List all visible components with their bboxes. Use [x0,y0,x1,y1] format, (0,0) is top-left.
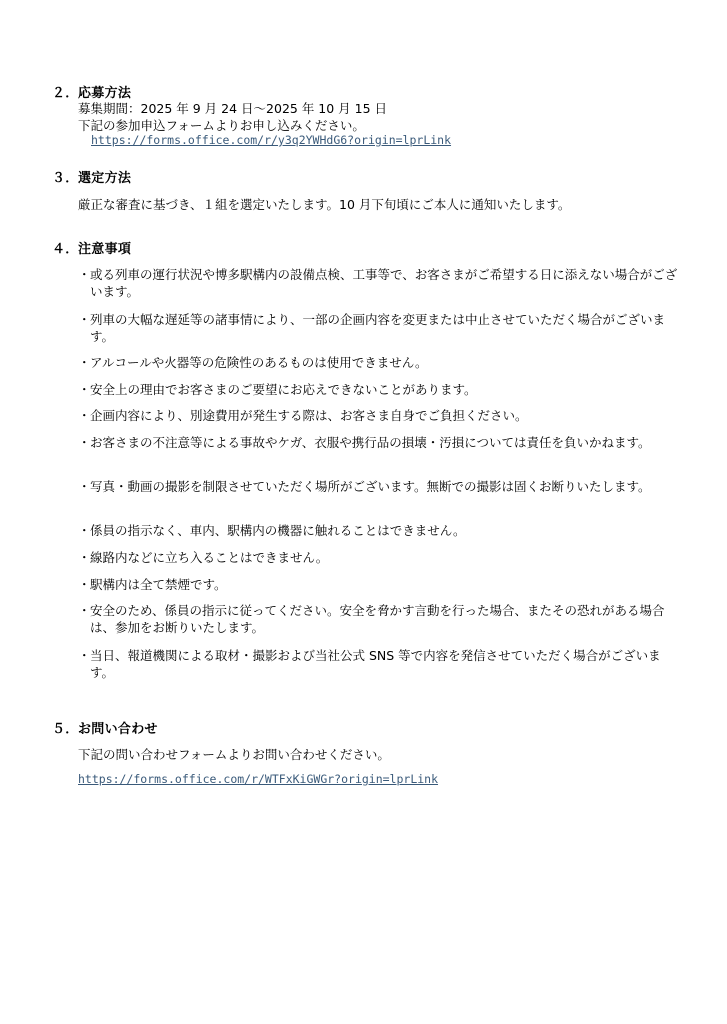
section-title: 選定方法 [78,171,132,186]
notice-text: 安全のため、係員の指示に従ってください。安全を脅かす言動を行った場合、またその恐れがある場合は、参加をお断りいたします。 [90,603,665,635]
notice-text: 駅構内は全て禁煙です。 [90,577,227,592]
section-title: 注意事項 [78,242,132,257]
bullet-mark: ・ [78,648,91,663]
bullet-mark: ・ [78,382,91,397]
notice-item [78,549,678,566]
section-title: お問い合わせ [78,722,158,737]
section-title: 応募方法 [78,86,132,101]
notice-item [78,354,678,371]
notice-text: お客さまの不注意等による事故やケガ、衣服や携行品の損壊・汚損については責任を負いかねます。 [90,435,651,450]
bullet-mark: ・ [78,577,91,592]
notice-item [78,407,678,424]
notice-text: アルコールや火器等の危険性のあるものは使用できません。 [90,355,428,370]
notice-item [78,311,678,345]
bullet-mark: ・ [78,550,91,565]
notice-item [78,478,678,495]
section-3-heading [52,167,131,186]
bullet-mark: ・ [78,408,91,423]
section-number: ３． [52,171,79,186]
bullet-mark: ・ [78,523,91,538]
notice-text: 列車の大幅な遅延等の諸事情により、一部の企画内容を変更または中止させていただく場合がございます。 [90,312,666,344]
notice-text: 安全上の理由でお客さまのご要望にお応えできないことがあります。 [90,382,477,397]
notice-text: 当日、報道機関による取材・撮影および当社公式 SNS 等で内容を発信させていただく場合がございます。 [90,648,661,680]
section-number: ２． [52,86,79,101]
bullet-mark: ・ [78,479,91,494]
contact-form-link[interactable]: https://forms.office.com/r/WTFxKiGWGr?origin=lprLink [78,772,439,786]
section-5-heading [52,718,158,737]
notice-text: 線路内などに立ち入ることはできません。 [90,550,329,565]
notice-text: 写真・動画の撮影を制限させていただく場所がございます。無断での撮影は固くお断りいたします。 [90,479,651,494]
notice-item [78,602,678,636]
contact-instruction: 下記の問い合わせフォームよりお問い合わせください。 [78,747,390,762]
selection-description: 厳正な審査に基づき、１組を選定いたします。10 月下旬頃にご本人に通知いたします。 [78,197,571,212]
bullet-mark: ・ [78,267,91,282]
notice-item [78,381,678,398]
notice-text: 或る列車の運行状況や博多駅構内の設備点検、工事等で、お客さまがご希望する日に添えない場合がございます。 [90,267,678,299]
notice-item [78,266,678,300]
bullet-mark: ・ [78,355,91,370]
notice-text: 係員の指示なく、車内、駅構内の機器に触れることはできません。 [90,523,466,538]
bullet-mark: ・ [78,435,91,450]
application-instruction: 下記の参加申込フォームよりお申し込みください。 [78,118,365,133]
notice-item [78,522,678,539]
notice-text: 企画内容により、別途費用が発生する際は、お客さま自身でご負担ください。 [90,408,528,423]
notice-item [78,647,678,681]
bullet-mark: ・ [78,603,91,618]
bullet-mark: ・ [78,312,91,327]
section-number: ５． [52,722,79,737]
notice-item [78,576,678,593]
section-number: ４． [52,242,79,257]
application-period: 募集期間：2025 年 9 月 24 日～2025 年 10 月 15 日 [78,101,388,116]
notice-item [78,434,678,451]
application-form-link[interactable]: https://forms.office.com/r/y3q2YWHdG6?origin=lprLink [91,133,452,147]
section-4-heading [52,238,131,257]
